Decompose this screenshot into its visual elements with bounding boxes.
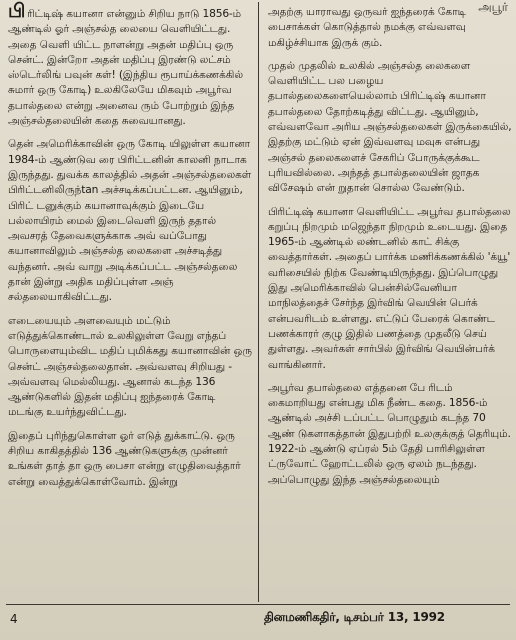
page-number: 4 xyxy=(10,612,18,626)
footer-divider xyxy=(6,604,510,605)
left-column xyxy=(8,0,253,497)
column-divider xyxy=(258,2,259,602)
paragraph: தென் அமெரிக்காவின் ஒரு கோடி யிலுள்ள கயானா 1984-ம் ஆண்டுவ ரை பிரிட்டனின் காலனி நாடாக இருந்தது. துவக்க காலத்தில் அதன் அஞ்சல்தலைகள் பிரிட்டனிலிருந்tan அச்சடிக்கப்பட்டன. ஆயினும், பிரிட் டனுக்கும் கயானாவுக்கும் இடையே பல்லாயிரம் மைல் இடைவெளி இருந் ததால் அவசரத் தேவைகளுக்காக அவ் வப்போது கயானாவிலும் அஞ்சல்த லைகளை அச்சடித்து வந்தனர். அவ் வாறு அடிக்கப்பட்ட அஞ்சல்தலை தான் இன்று அதிக மதிப்புள்ள அஞ் சல்தலையாகிவிட்டது. xyxy=(8,137,252,304)
paragraph: எடையையும் அளவையும் மட்டும் எடுத்துக்கொண்டால் உலகிலுள்ள வேறு எந்தப் பொருளையும்விட மதிப் புமிக்கது கயானாவின் ஒரு சென்ட் அஞ்சல்தலைதான். அவ்வளவு சிறியது - அவ்வளவு மெல்லியது. ஆனால் கடந்த 136 ஆண்டுகளில் இதன் மதிப்பு ஐந்தரைக் கோடி மடங்கு உயர்ந்துவிட்டது. xyxy=(8,313,252,419)
paragraph: இதைப் புரிந்துகொள்ள ஓர் எடுத் துக்காட்டு. ஒரு சிறிய காகிதத்தில் 136 ஆண்டுகளுக்கு முன்னர் உங்கள் தாத் தா ஒரு பைசா என்று எழுதிவைத்தார் என்று வைத்துக்கொள்வோம். இன்று xyxy=(8,428,241,488)
header-corner-text: அபூர் xyxy=(478,0,508,14)
publication-footer: தினமணிகதிர், டிசம்பர் 13, 1992 xyxy=(264,610,445,624)
paragraph-text: ரிட்டிஷ் கயானா என்னும் சிறிய நாடு 1856-ம் ஆண்டில் ஓர் அஞ்சல்த லையை வெளியிட்டது. அதை வெளி யிட்ட நாளன்று அதன் மதிப்பு ஒரு சென்ட். இன்றோ அதன் மதிப்பு இரண்டு லட்சம் ஸ்டெர்லிங் பவுன் கள்! (இந்திய ரூபாய்க்கணக்கில் சுமார் ஒரு கோடி) உலகிலேயே மிகவும் அபூர்வ தபால்தலை என்று அனைவ ரும் போற்றும் இந்த அஞ்சல்தலையின் கதை சுவையானது. xyxy=(8,7,244,128)
paragraph xyxy=(8,0,253,128)
paragraph: அபூர்வ தபால்தலை எத்தனை பே ரிடம் கைமாறியது என்பது மிக நீண்ட கதை. 1856-ம் ஆண்டில் அச்சி டப்பட்ட பொழுதும் கடந்த 70 ஆண் டுகளாகத்தான் இதுபற்றி உலகுக்குத் தெரியும். 1922-ம் ஆண்டு ஏப்ரல் 5ம் தேதி பாரிசிலுள்ள ட்ருவோட் ஹோட்டலில் ஒரு ஏலம் நடந்தது. அப்பொழுது இந்த அஞ்சல்தலையும் xyxy=(268,380,511,486)
dropcap-letter: பி xyxy=(8,0,26,22)
right-column xyxy=(268,4,513,495)
paragraph: முதல் முதலில் உலகில் அஞ்சல்த லைகளை வெளியிட்ட பல பழைய தபால்தலைகளையெல்லாம் பிரிட்டிஷ் கயானா தபால்தலை தோற்கடித்து விட்டது. ஆயினும், எவ்வளவோ அரிய அஞ்சல்தலைகள் இருக்கையில், இதற்கு மட்டும் ஏன் இவ்வளவு மவுசு என்பது அஞ்சல் தலைகளைச் சேகரிப் போருக்குக்கூட புரியவில்லை. அந்தத் தபால்தலையின் ஜாதக விசேஷம் என் றுதான் சொல்ல வேண்டும். xyxy=(268,58,512,195)
paragraph: பிரிட்டிஷ் கயானா வெளியிட்ட அபூர்வ தபால்தலை கறுப்பு நிறமும் மஜெந்தா நிறமும் உடையது. இதை 1965-ம் ஆண்டில் லண்டனில் காட் சிக்கு வைத்தார்கள். அதைப் பார்க்க மணிக்கணக்கில் 'க்யூ' வரிசையில் நிற்க வேண்டியிருந்தது. இப்பொழுது இது அமெரிக்காவில் பென்சில்வேனியா மாநிலத்தைச் சேர்ந்த இர்விங் வெயின் பெர்க் என்பவரிடம் உள்ளது. எட்டுப் பேரைக் கொண்ட பணக்காரர் குழு இதில் பணத்தை முதலீடு செய் துள்ளது. அவர்கள் சார்பில் இர்விங் வெயின்பர்க் வாங்கினார். xyxy=(268,204,511,371)
paragraph: அதற்கு யாராவது ஒருவர் ஐந்தரைக் கோடி பைசாக்கள் கொடுத்தால் நமக்கு எவ்வளவு மகிழ்ச்சியாக இருக் கும். xyxy=(268,5,466,49)
